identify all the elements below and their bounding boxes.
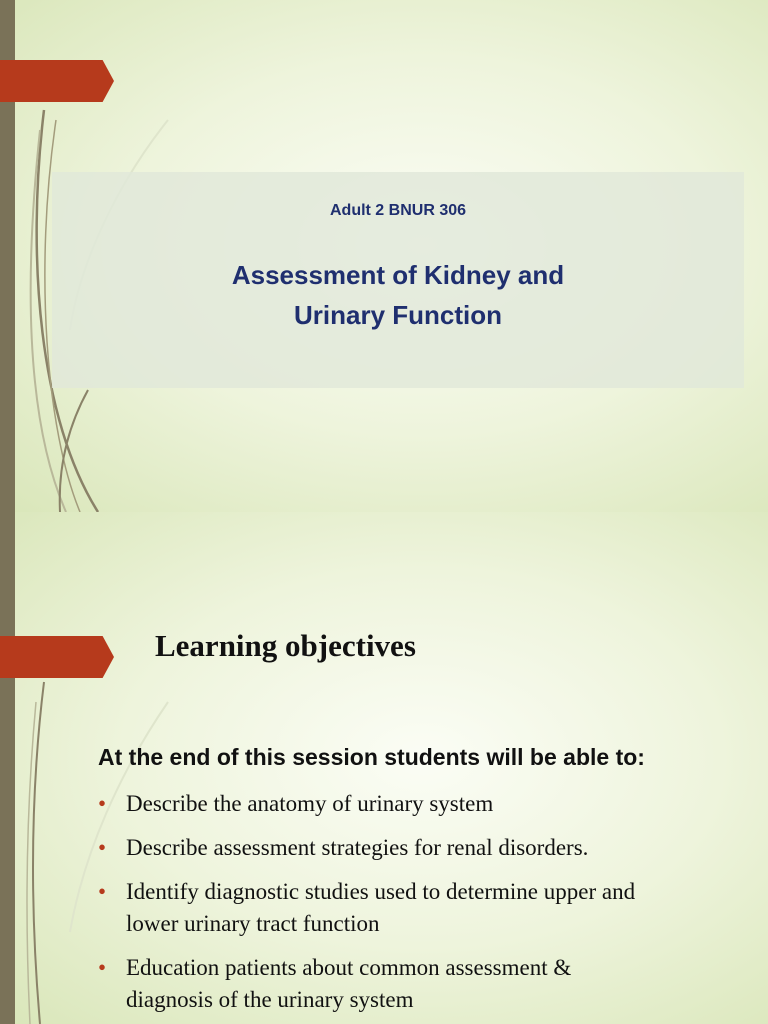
objective-text-continued: lower urinary tract function [126, 911, 380, 936]
course-code: Adult 2 BNUR 306 [329, 202, 467, 219]
bullet-icon: • [98, 791, 107, 816]
objective-text: Describe the anatomy of urinary system [126, 791, 494, 816]
main-title [52, 255, 744, 335]
objective-text: Identify diagnostic studies used to determine upper and [126, 879, 636, 904]
objective-item [98, 952, 758, 1016]
learning-objectives-slide [0, 512, 768, 1024]
slide-tab-arrow [0, 60, 114, 102]
objectives-intro: At the end of this session students will be able to: [98, 744, 645, 770]
slide-tab-arrow [0, 636, 114, 678]
bullet-icon: • [98, 955, 107, 980]
left-accent-bar [0, 512, 15, 1024]
objective-item [98, 832, 758, 864]
objective-item [98, 788, 758, 820]
main-title-line-2: Urinary Function [293, 300, 502, 330]
objective-text: Describe assessment strategies for renal disorders. [126, 835, 589, 860]
slide-heading: Learning objectives [155, 628, 416, 663]
objectives-list [98, 788, 758, 1024]
bullet-icon: • [98, 879, 107, 904]
objective-item [98, 876, 758, 940]
objective-text: Education patients about common assessment & [126, 955, 572, 980]
objective-text-continued: diagnosis of the urinary system [126, 987, 414, 1012]
title-box [52, 172, 744, 388]
main-title-line-1: Assessment of Kidney and [231, 260, 565, 290]
bullet-icon: • [98, 835, 107, 860]
